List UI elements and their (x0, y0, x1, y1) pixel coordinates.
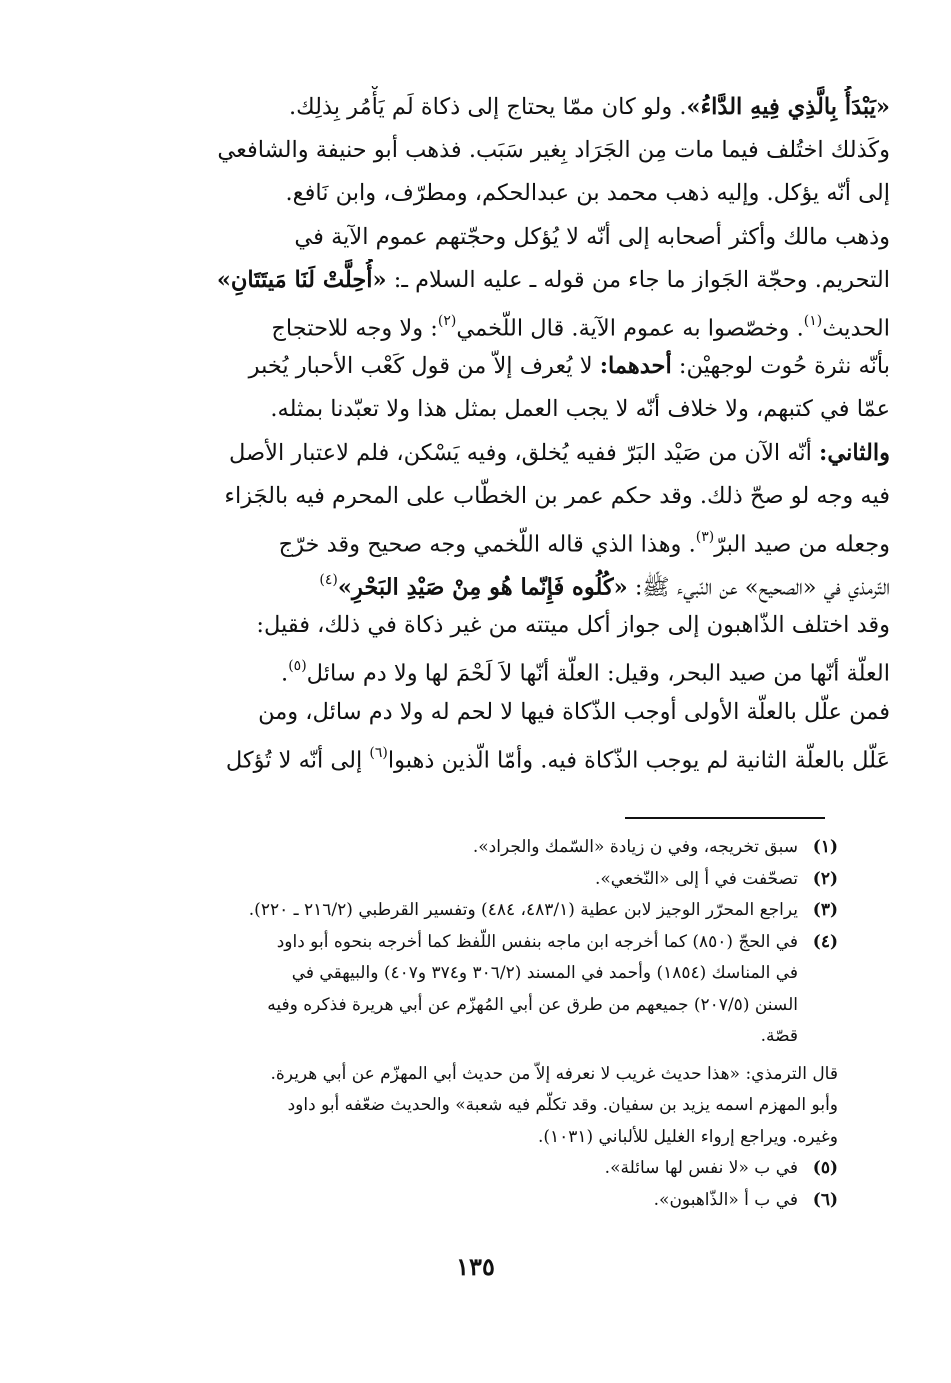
text-line: عَلّل بالعلّة الثانية لم يوجب الذّكاة فيه. وأمّا الّذين ذهبوا$^{(٦)}$ إلى أنّه لا تُؤكل (225, 744, 890, 774)
footnote-ref: (١) (803, 312, 823, 329)
footnote-number: (٤) (812, 931, 838, 952)
text-line: والثاني: أنّه الآن من صَيْد البَرّ ففيه يُخلق، وفيه يَسْكن، فلم لاعتبار الأصل (229, 439, 890, 466)
text-line: التحريم. وحجّة الجَواز ما جاء من قوله ـ عليه السلام ـ: «أُحِلَّتْ لَنَا مَيتَتَانِ» (216, 266, 890, 293)
text-line: بأنّه نثرة حُوت لوجهيْن: أحدهما: لا يُعرف إلاّ من قول كَعْب الأحبار يُخبر (248, 353, 890, 380)
hadith-quote: «كُلُوه فَإِنّما هُو مِنْ صَيْدِ البَحْرِ» (337, 574, 628, 601)
bold-term: أحدهما: (599, 353, 672, 380)
text-line: إلى أنّه يؤكل. وإليه ذهب محمد بن عبدالحكم، ومطرّف، وابن نَافع. (285, 180, 890, 207)
footnote: (٥) في ب «لا نفس لها سائلة». (76, 1153, 838, 1185)
footnote-number: (٣) (812, 900, 838, 920)
footnote-number: (٥) (812, 1158, 838, 1178)
text-line: وجعله من صيد البرّ$^{(٣)}$. وهذا الذي قاله اللّخمي وجه صحيح وقد خرّج (278, 528, 890, 558)
hadith-quote: «يَبْدَأُ بِالَّذِي فِيهِ الدَّاءُ» (686, 94, 890, 120)
text-line: وقد اختلف الذّاهبون إلى جواز أكل ميتته من غير ذكاة في ذلك، فقيل: (256, 612, 890, 639)
footnote: (٢) تصحّفت في أ إلى «النّخعي». (76, 864, 838, 896)
text-line: العلّة أنّها من صيد البحر، وقيل: العلّة أنّها لاَ لَحْمَ لها ولا دم سائل$^{(٥)}$. (281, 658, 890, 687)
text-line: وكَذلك اختُلف فيما مات مِن الجَرَاد بِغير سَبَب. فذهب أبو حنيفة والشافعي (217, 137, 890, 164)
footnote: (٤) في الحجّ (٨٥٠) كما أخرجه ابن ماجه بنفس اللّفظ كما أخرجه بنحوه أبو داود في المناسك (١٨٥٤) وأحمد في المسند (٣٠٦/٢ و٣٧٤ و٤٠٧) والبيهقي في السنن (٢٠٧/٥) جميعهم من طرق عن أبي المُهزّم عن أبي هريرة فذكره وفيه قصّة. (76, 927, 838, 1053)
footnote: (١) سبق تخريجه، وفي ن زيادة «السّمك والجراد». (76, 832, 838, 864)
hadith-quote: «أُحِلَّتْ لَنَا مَيتَتَانِ» (216, 266, 387, 293)
text-line: وذهب مالك وأكثر أصحابه إلى أنّه لا يُؤكل وحجّتهم عموم الآية في (294, 223, 890, 250)
footnote-ref: (٦) (369, 744, 388, 761)
footnote-ref: (٣) (695, 528, 715, 545)
text-line: فمن علّل بالعلّة الأولى أوجب الذّكاة فيها لا لحم له ولا دم سائل، ومن (258, 698, 890, 725)
footnote-ref: (٢) (437, 312, 457, 329)
text-line: فيه وجه لو صحّ ذلك. وقد حكم عمر بن الخطّاب على المحرم فيه بالجَزاء (224, 482, 890, 509)
footnote: (٦) في ب أ «الذّاهبون». (76, 1185, 838, 1217)
text-line: عمّا في كتبهم، ولا خلاف أنّه لا يجب العمل بمثل هذا ولا تعبّدنا بمثله. (270, 396, 890, 423)
footnote-ref: (٤) (319, 572, 338, 589)
main-text (70, 86, 890, 777)
footnote: (٣) يراجع المحرّر الوجيز لابن عطية (٤٨٣/١، ٤٨٤) وتفسير القرطبي (٢١٦/٢ ـ ٢٢٠). (76, 895, 838, 927)
footnote-ref: (٥) (288, 658, 307, 675)
bold-term: والثاني: (819, 439, 890, 466)
footnote-number: (٢) (812, 868, 838, 889)
footnotes (76, 832, 838, 1216)
footnote-divider (625, 817, 825, 819)
footnote-number: (٦) (812, 1189, 838, 1210)
text-line: الحديث$^{(١)}$. وخصّصوا به عموم الآية. قال اللّخمي$^{(٢)}$: ولا وجه للاحتجاج (271, 312, 890, 342)
text-line: التّرمذي في «الصحيح» عن النّبيء ﷺ: «كُلُوه فَإِنّما هُو مِنْ صَيْدِ البَحْرِ»$^{(٤)}$ (319, 572, 890, 601)
text-line: «يَبْدَأُ بِالَّذِي فِيهِ الدَّاءُ». ولو كان ممّا يحتاج إلى ذكاة لَم يَأْمُر بِذلِك. (288, 94, 890, 120)
footnote-continuation: قال الترمذي: «هذا حديث غريب لا نعرفه إلاّ من حديث أبي المهزّم عن أبي هريرة. وأبو المهزم اسمه يزيد بن سفيان. وقد تكلّم فيه شعبة» والحديث ضعّفه أبو داود وغيره. ويراجع إرواء الغليل للألباني (١٠٣١). (270, 1063, 838, 1147)
footnote-number: (١) (812, 837, 838, 857)
page-number: ١٣٥ (456, 1252, 495, 1281)
